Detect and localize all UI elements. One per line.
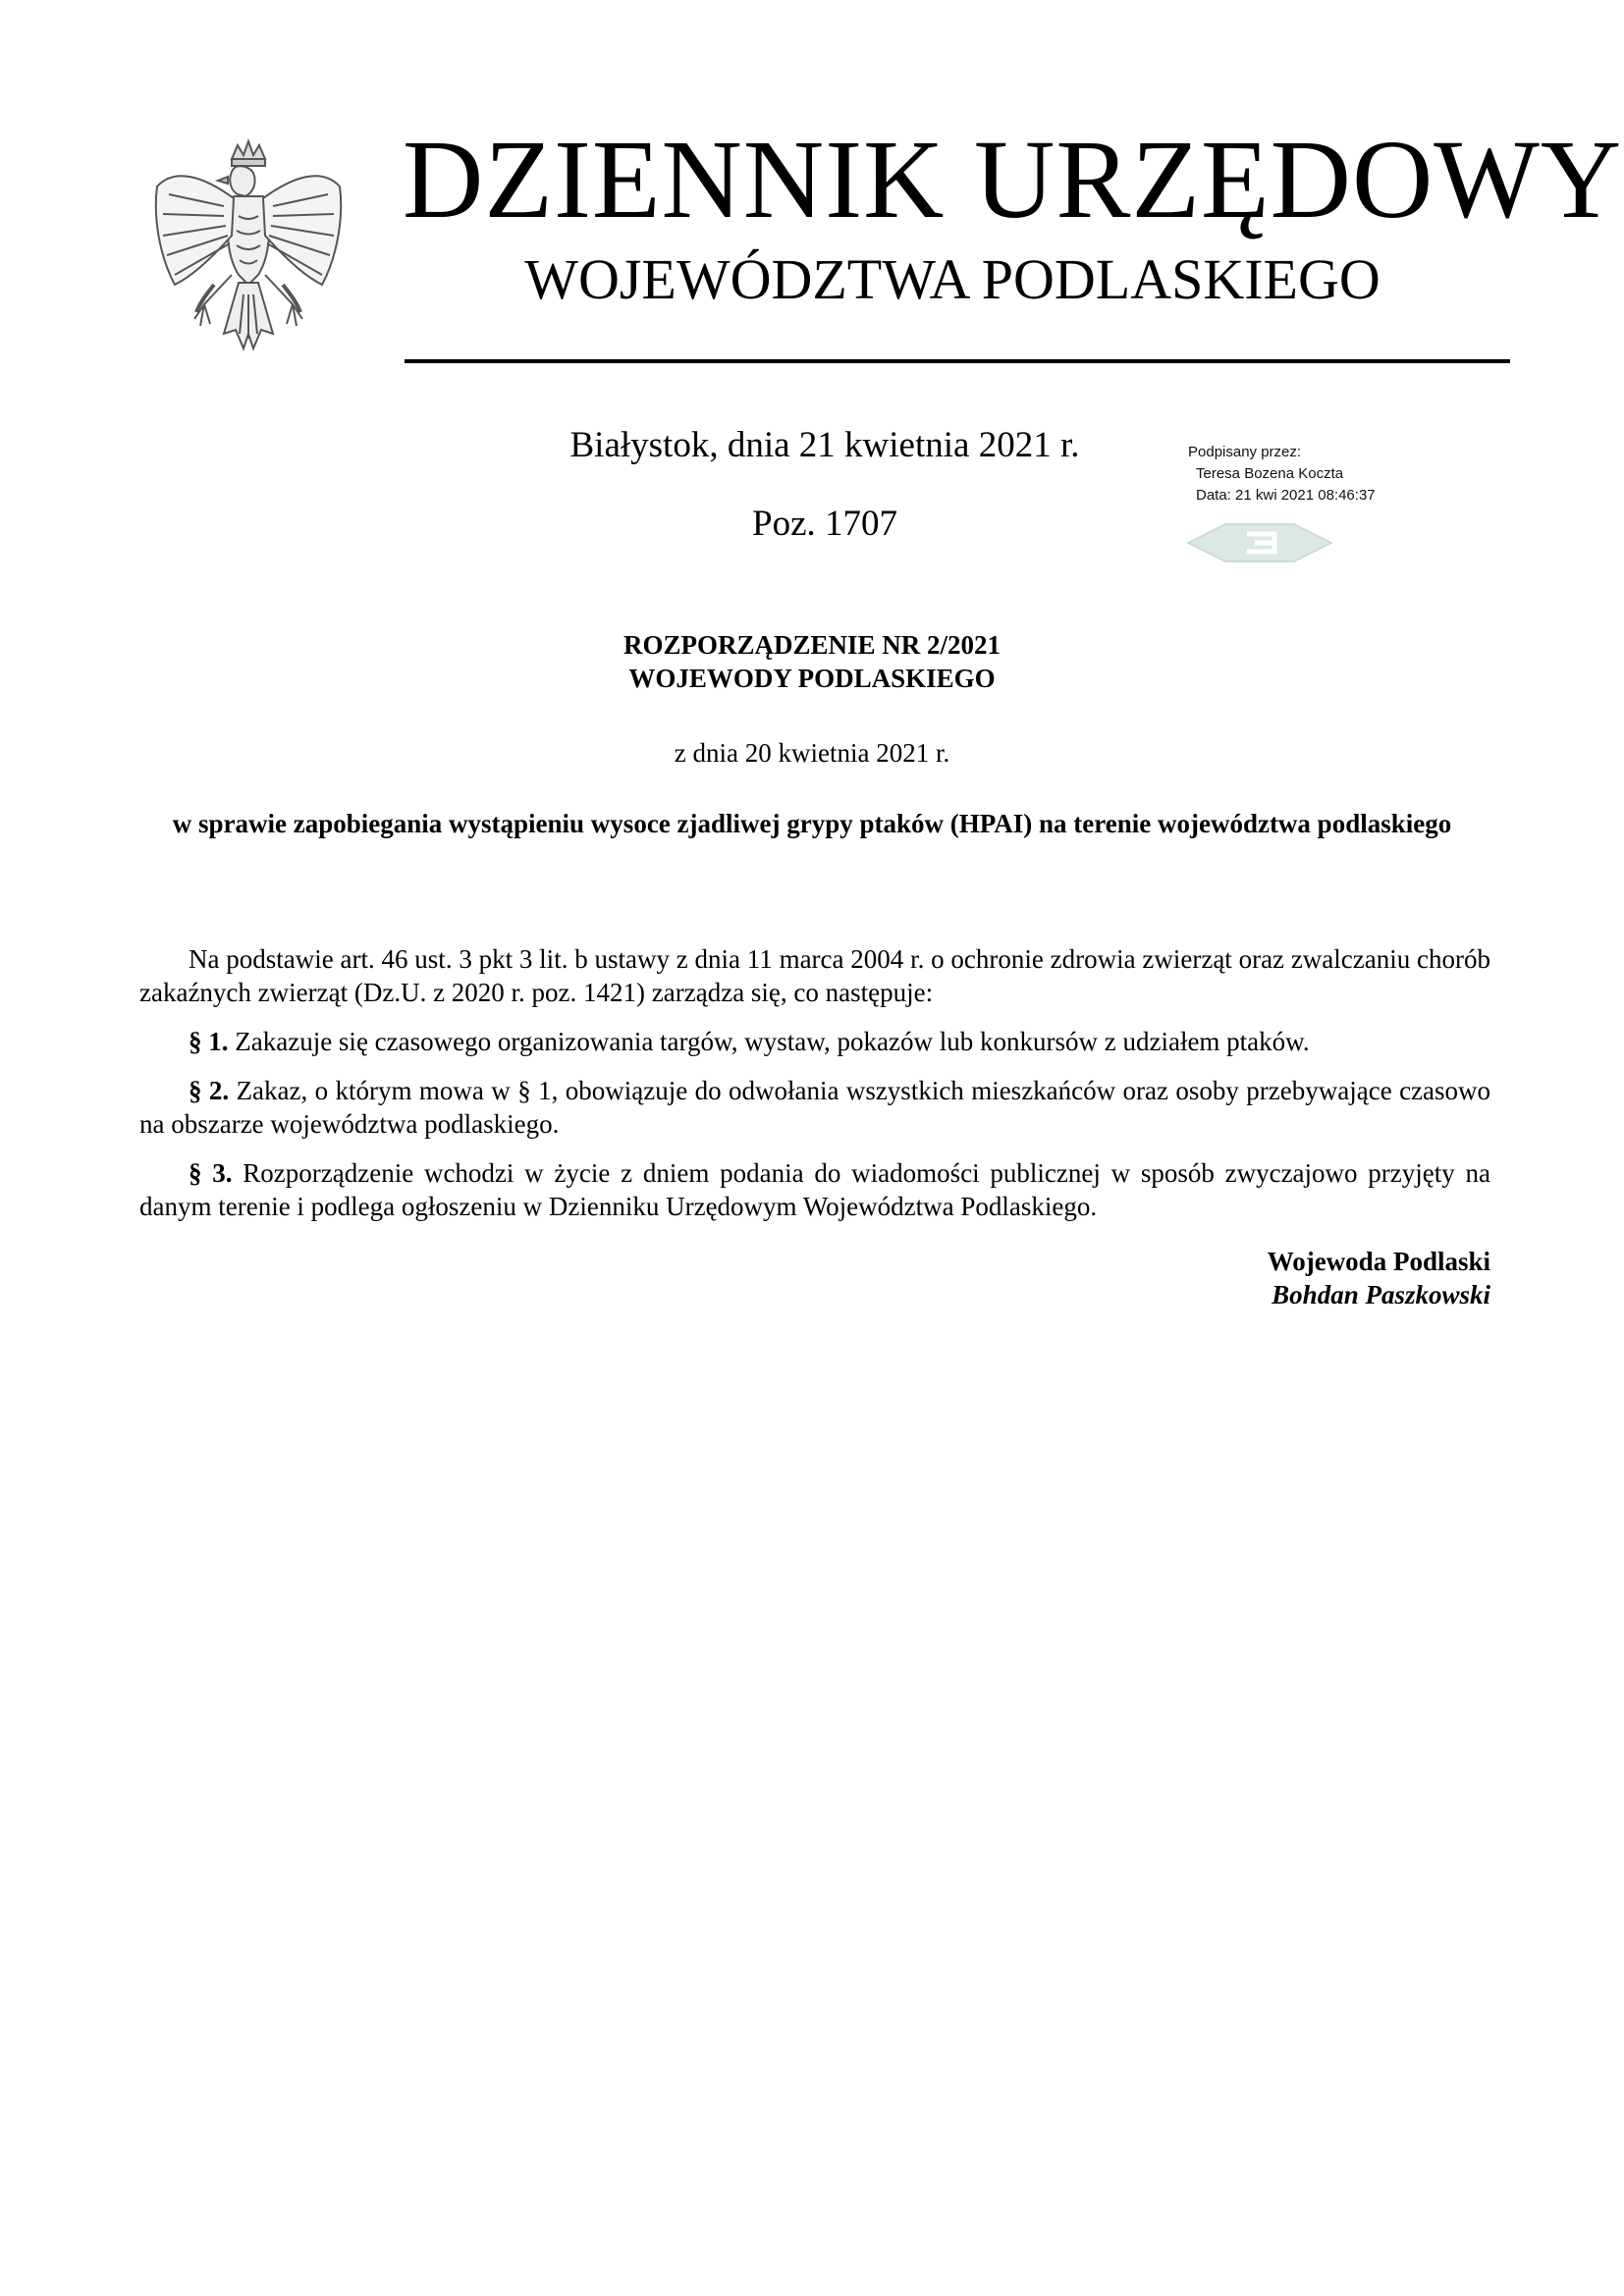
paragraph-text: Rozporządzenie wchodzi w życie z dniem podania do wiadomości publicznej w sposób zwyczajowo przyjęty na danym terenie i podlega ogłoszeniu w Dzienniku Urzędowym Województwa Podlaskiego. (139, 1158, 1491, 1221)
paragraph-text: Zakazuje się czasowego organizowania targów, wystaw, pokazów lub konkursów z udziałem ptaków. (235, 1027, 1310, 1056)
document-title (0, 628, 1624, 695)
paragraph-number: § 2. (189, 1076, 230, 1105)
signature-stamp-icon (1186, 518, 1333, 567)
document-title-line2: WOJEWODY PODLASKIEGO (628, 664, 996, 693)
paragraph-number: § 3. (189, 1158, 233, 1188)
paragraph-1 (139, 1025, 1490, 1058)
paragraph-3 (139, 1156, 1490, 1223)
closing-name: Bohdan Paszkowski (1272, 1280, 1490, 1309)
document-body (139, 942, 1490, 1239)
document-title-line1: ROZPORZĄDZENIE NR 2/2021 (623, 630, 1001, 660)
preamble: Na podstawie art. 46 ust. 3 pkt 3 lit. b ustawy z dnia 11 marca 2004 r. o ochronie zdrowia zwierząt oraz zwalczaniu chorób zakaźnych zwierząt (Dz.U. z 2020 r. poz. 1421) zarządza się, co następuje: (139, 944, 1490, 1007)
coat-of-arms-eagle-icon (145, 137, 352, 373)
issue-position: Poz. 1707 (752, 504, 897, 544)
document-date: z dnia 20 kwietnia 2021 r. (674, 738, 950, 768)
masthead-title: DZIENNIK URZĘDOWY (403, 117, 1623, 241)
closing-office: Wojewoda Podlaski (1267, 1247, 1490, 1276)
masthead-divider (405, 359, 1510, 363)
paragraph-2 (139, 1074, 1490, 1141)
paragraph-text: Zakaz, o którym mowa w § 1, obowiązuje do odwołania wszystkich mieszkańców oraz osoby przebywające czasowo na obszarze województwa podlaskiego. (139, 1076, 1491, 1139)
document-subject: w sprawie zapobiegania wystąpieniu wysoce zjadliwej grypy ptaków (HPAI) na terenie województwa podlaskiego (172, 809, 1452, 838)
paragraph-number: § 1. (189, 1027, 229, 1056)
masthead-subtitle: WOJEWÓDZTWA PODLASKIEGO (524, 247, 1380, 311)
closing-signature (982, 1245, 1490, 1311)
signature-label: Podpisany przez: (1188, 444, 1302, 460)
signature-date: Data: 21 kwi 2021 08:46:37 (1196, 487, 1376, 504)
signature-signer: Teresa Bozena Koczta (1196, 465, 1344, 482)
digital-signature-block (1188, 442, 1483, 507)
issue-place-date: Białystok, dnia 21 kwietnia 2021 r. (569, 425, 1080, 465)
